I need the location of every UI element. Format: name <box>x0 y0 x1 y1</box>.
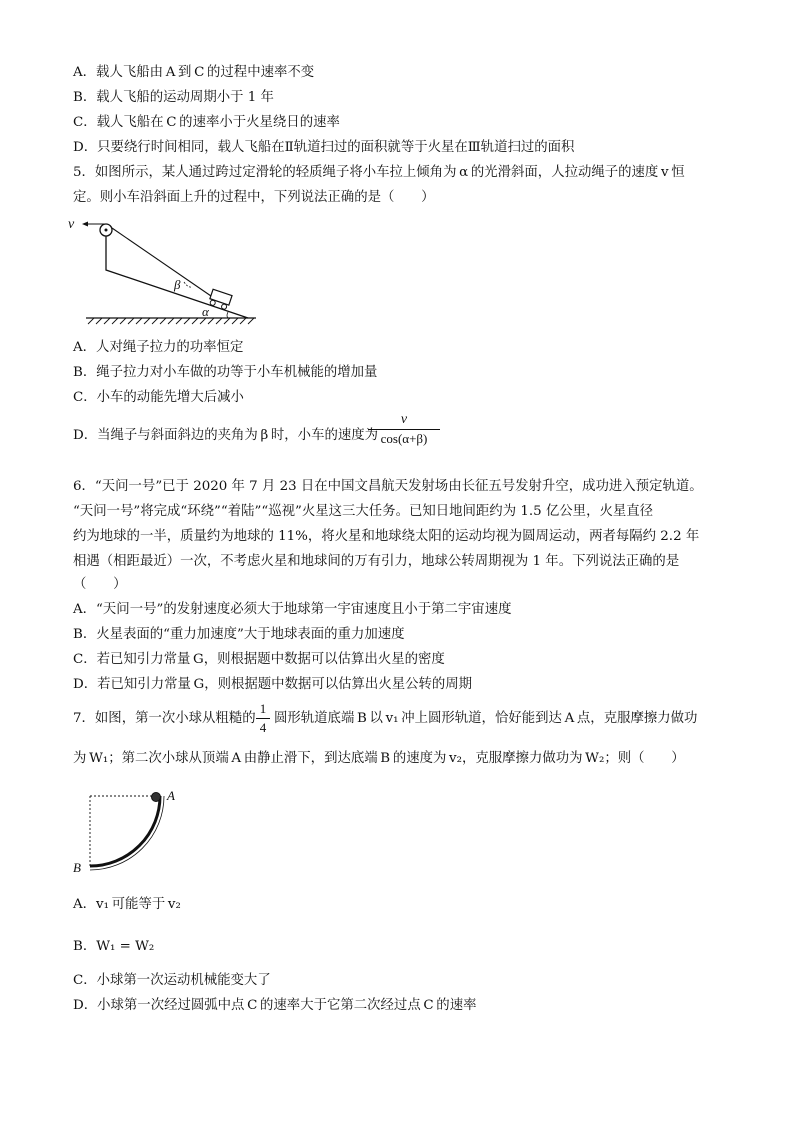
q6-option-d: D．若已知引力常量 G，则根据题中数据可以估算出火星公转的周期 <box>73 677 473 692</box>
q5-fraction-numerator: v <box>400 412 408 427</box>
q7-stem-line1-a: 7．如图，第一次小球从粗糙的 <box>73 711 256 726</box>
q6-stem-line3: 约为地球的一半，质量约为地球的 11%，将火星和地球绕太阳的运动均视为圆周运动，两者每隔约 2.2 年 <box>73 529 700 544</box>
q7-arc-figure <box>70 786 190 886</box>
q4-option-b: B．载人飞船的运动周期小于 1 年 <box>73 90 274 105</box>
q5-stem-line1: 5．如图所示，某人通过跨过定滑轮的轻质绳子将小车拉上倾角为 α 的光滑斜面，人拉动绳子的速度 v 恒 <box>73 165 685 180</box>
q5-option-c: C．小车的动能先增大后减小 <box>73 390 244 405</box>
q6-stem-line5: （ ） <box>73 577 127 592</box>
q6-option-b: B．火星表面的“重力加速度”大于地球表面的重力加速度 <box>73 627 405 642</box>
q7-stem-line1-b: 圆形轨道底端 B 以 v₁ 冲上圆形轨道，恰好能到达 A 点，克服摩擦力做功 <box>274 711 698 726</box>
q5-option-a: A．人对绳子拉力的功率恒定 <box>73 340 244 355</box>
q7-option-b: B．W₁ = W₂ <box>73 939 155 954</box>
q5-figure-v-label: v <box>68 217 75 232</box>
q5-fraction-denominator: cos(α+β) <box>380 431 428 446</box>
q7-fraction-denominator: 4 <box>259 720 267 735</box>
q6-option-a: A．“天问一号”的发射速度必须大于地球第一宇宙速度且小于第二宇宙速度 <box>73 602 512 617</box>
q7-quarter-fraction <box>256 701 270 736</box>
q5-option-d-text: D．当绳子与斜面斜边的夹角为 β 时，小车的速度为 <box>73 428 379 443</box>
q6-option-c: C．若已知引力常量 G，则根据题中数据可以估算出火星的密度 <box>73 652 445 667</box>
q5-figure-alpha-label: α <box>202 304 209 319</box>
q4-option-a: A．载人飞船由 A 到 C 的过程中速率不变 <box>73 65 315 80</box>
q5-incline-figure <box>66 214 266 329</box>
q7-option-a: A．v₁ 可能等于 v₂ <box>73 897 181 912</box>
q5-stem-line2: 定。则小车沿斜面上升的过程中，下列说法正确的是（ ） <box>73 190 435 205</box>
q5-figure-beta-label: β <box>174 277 181 292</box>
q5-option-d-fraction <box>368 412 440 447</box>
q4-option-c: C．载人飞船在 C 的速率小于火星绕日的速率 <box>73 115 340 130</box>
q7-option-d: D．小球第一次经过圆弧中点 C 的速率大于它第二次经过点 C 的速率 <box>73 998 477 1013</box>
q7-figure-b-label: B <box>73 860 81 875</box>
q6-stem-line1: 6．“天问一号”已于 2020 年 7 月 23 日在中国文昌航天发射场由长征五号发射升空，成功进入预定轨道。 <box>73 479 703 494</box>
q7-stem-line2: 为 W₁；第二次小球从顶端 A 由静止滑下，到达底端 B 的速度为 v₂，克服摩擦力做功为 W₂；则（ ） <box>73 751 685 766</box>
q7-fraction-numerator: 1 <box>259 701 267 716</box>
q6-stem-line2: “天问一号”将完成“环绕”“着陆”“巡视”火星这三大任务。已知日地间距约为 1.5 亿公里，火星直径 <box>73 504 654 519</box>
q5-option-b: B．绳子拉力对小车做的功等于小车机械能的增加量 <box>73 365 378 380</box>
q6-stem-line4: 相遇（相距最近）一次，不考虑火星和地球间的万有引力，地球公转周期视为 1 年。下列说法正确的是 <box>73 554 680 569</box>
q4-option-d: D．只要绕行时间相同，载人飞船在Ⅱ轨道扫过的面积就等于火星在Ⅲ轨道扫过的面积 <box>73 140 575 155</box>
q7-figure-a-label: A <box>167 788 175 803</box>
q7-option-c: C．小球第一次运动机械能变大了 <box>73 973 271 988</box>
